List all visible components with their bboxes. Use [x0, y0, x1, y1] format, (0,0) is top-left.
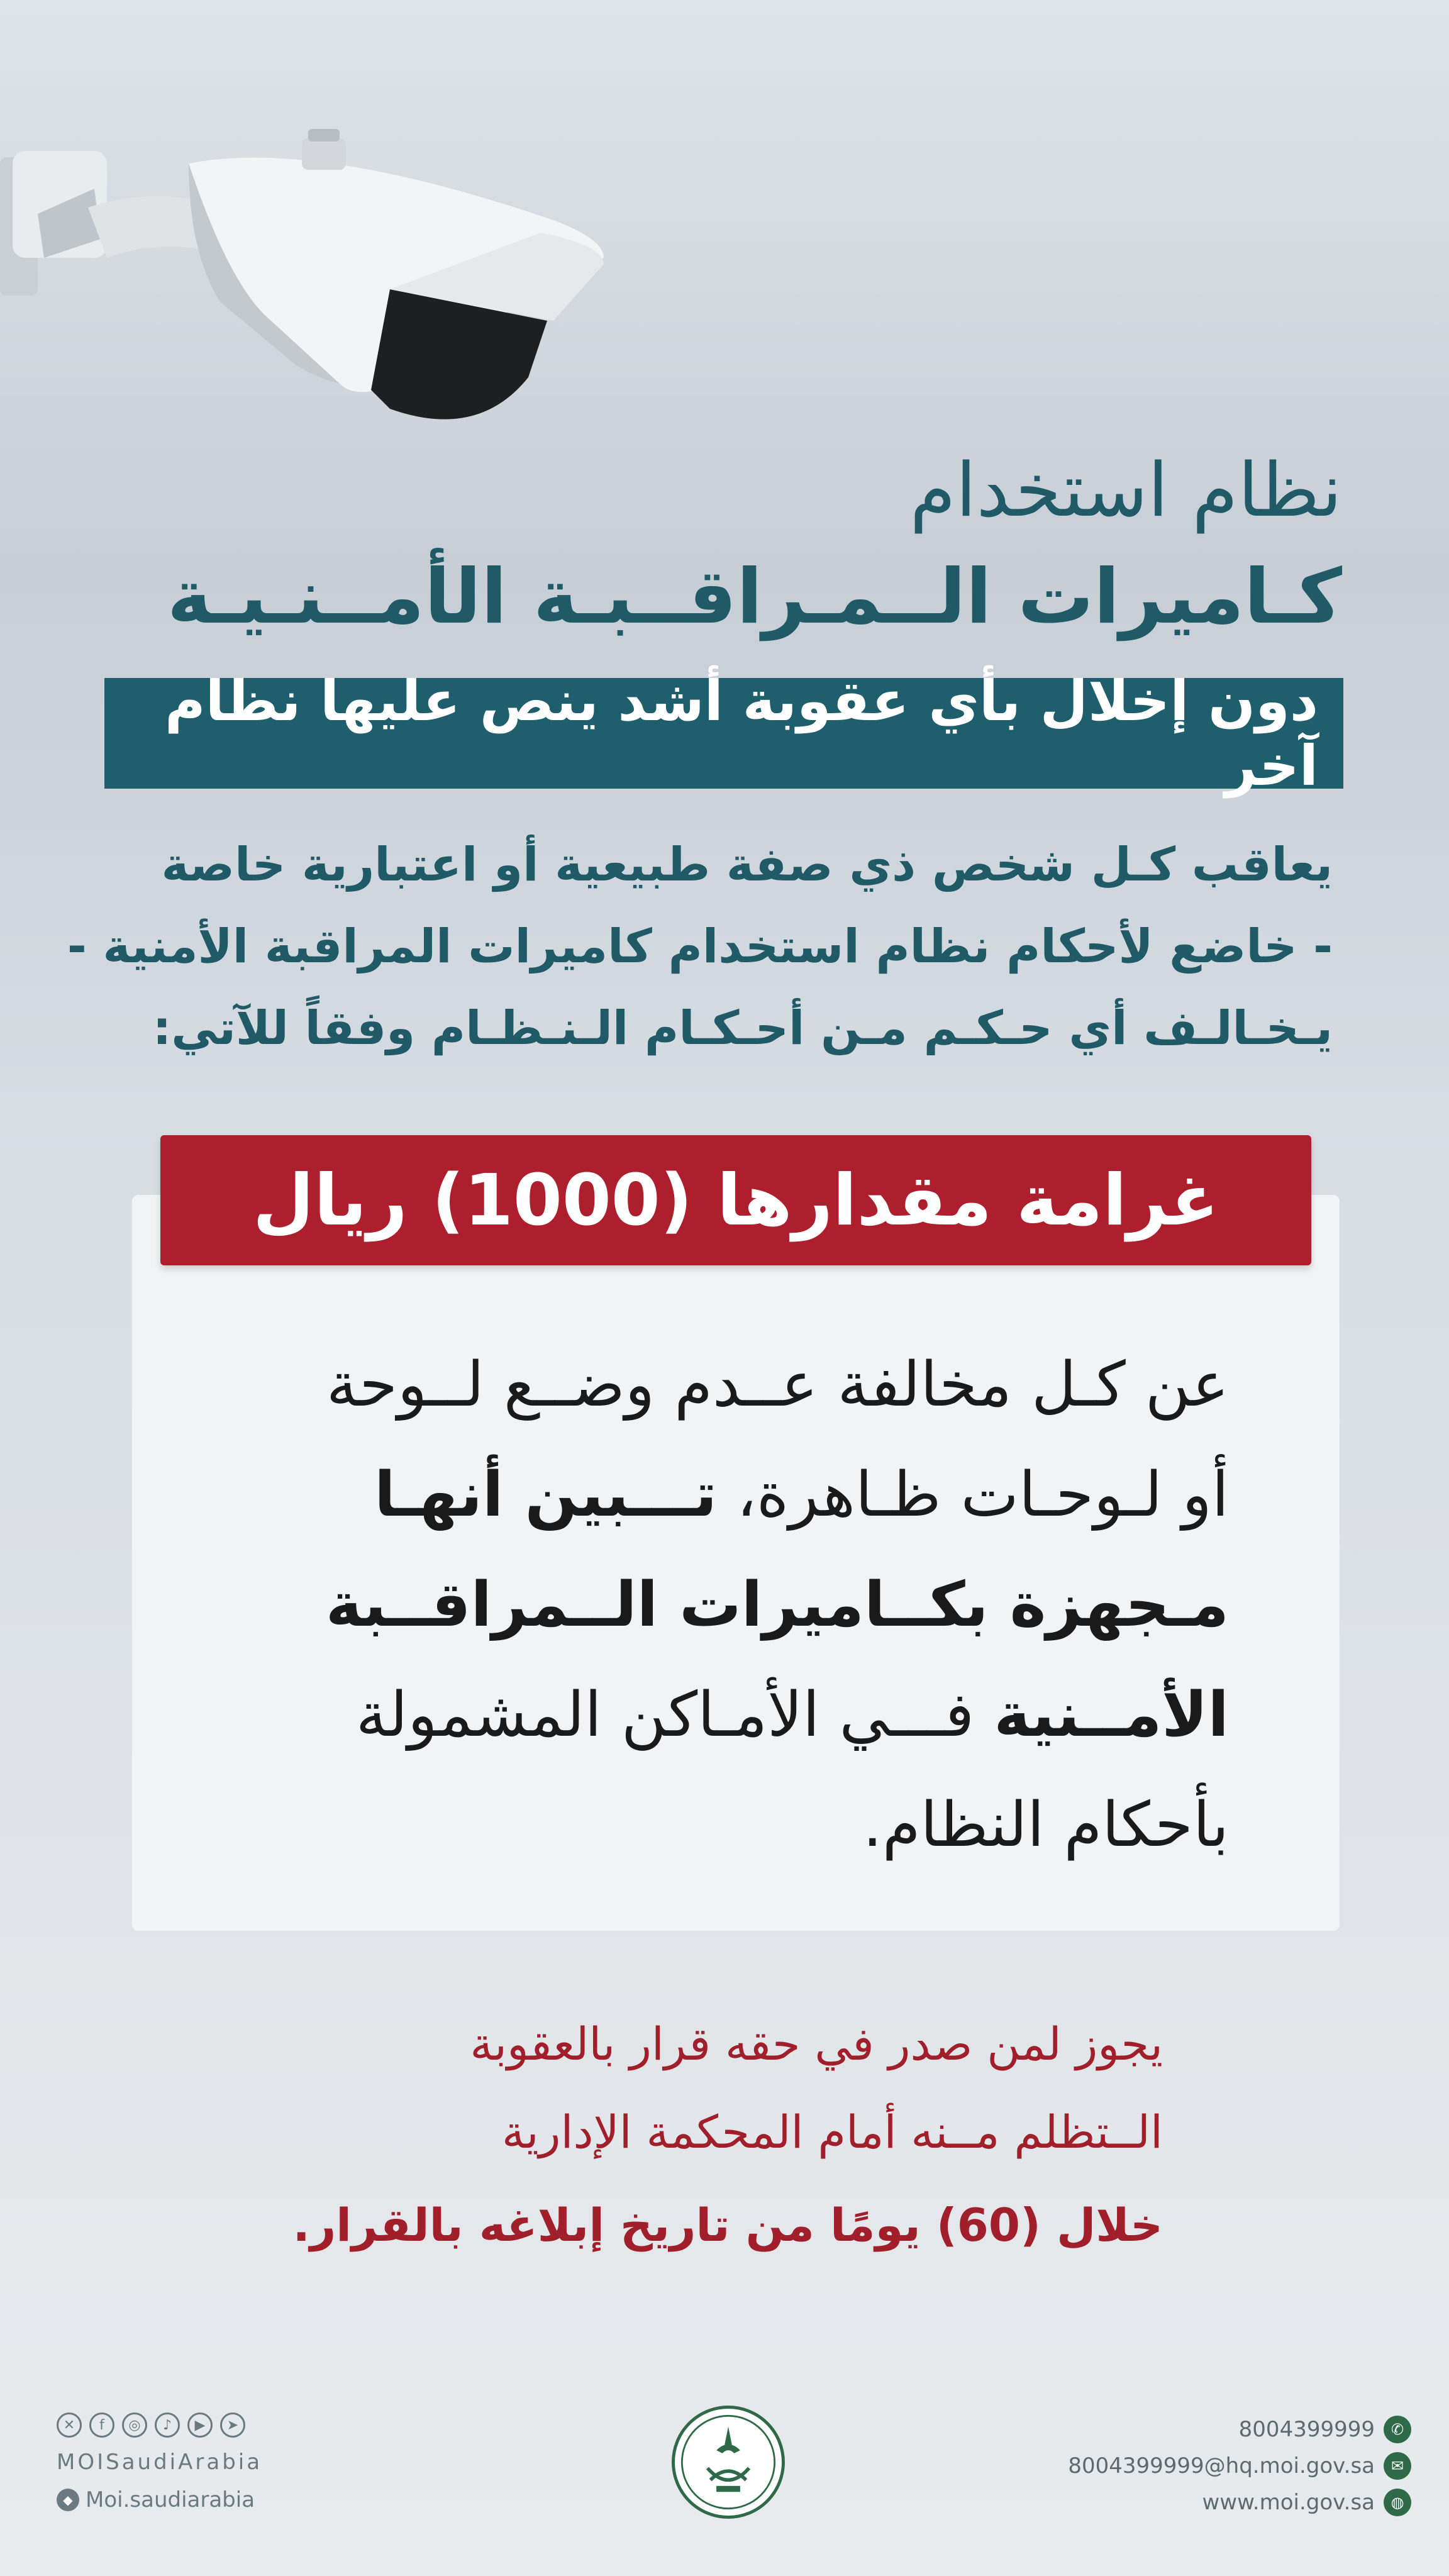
title-line-1: نظام استخدام	[909, 447, 1342, 533]
phone-icon: ✆	[1384, 2416, 1411, 2443]
tiktok-icon[interactable]: ♪	[155, 2412, 180, 2438]
snapchat-label: Moi.saudiarabia	[86, 2487, 255, 2512]
email-icon: ✉	[1384, 2452, 1411, 2480]
fine-description	[197, 1330, 1229, 1880]
fine-line: عن كـل مخالفة عــدم وضــع لــوحة	[326, 1349, 1229, 1421]
fine-line-bold: تـــبين أنهـا	[374, 1459, 718, 1531]
fine-line-normal: أو لـوحـات ظـاهرة،	[736, 1459, 1229, 1531]
security-camera-illustration	[0, 113, 629, 465]
social-icons	[57, 2412, 245, 2438]
fine-line: بأحكام النظام.	[862, 1789, 1229, 1861]
appeal-line: يجوز لمن صدر في حقه قرار بالعقوبة	[470, 2018, 1163, 2070]
x-icon[interactable]: ✕	[57, 2412, 82, 2438]
fine-banner: غرامة مقدارها (1000) ريال	[160, 1135, 1311, 1265]
facebook-icon[interactable]: f	[89, 2412, 114, 2438]
website-row[interactable]	[1068, 2484, 1411, 2521]
fine-line-bold: الأمــنية	[994, 1679, 1229, 1751]
fine-line	[197, 1660, 1229, 1770]
instagram-icon[interactable]: ◎	[122, 2412, 147, 2438]
website-url: www.moi.gov.sa	[1202, 2490, 1375, 2515]
telegram-icon[interactable]: ➤	[220, 2412, 245, 2438]
fine-line: مـجهزة بكــاميرات الــمراقــبة	[325, 1569, 1229, 1641]
social-handle[interactable]: MOISaudiArabia	[57, 2450, 263, 2475]
phone-number: 8004399999	[1238, 2417, 1375, 2442]
email-address: 8004399999@hq.moi.gov.sa	[1068, 2453, 1375, 2479]
intro-line: - خاضع لأحكام نظام استخدام كاميرات المراقبة الأمنية -	[67, 919, 1333, 974]
title-line-2: كـاميرات الــمـراقــبـة الأمــنـيـة	[167, 553, 1342, 641]
globe-icon: ◍	[1384, 2489, 1411, 2516]
appeal-notice	[293, 2000, 1163, 2269]
intro-line: يعاقب كـل شخص ذي صفة طبيعية أو اعتبارية خاصة	[161, 838, 1333, 892]
appeal-line: الــتظلم مــنه أمام المحكمة الإدارية	[502, 2106, 1163, 2158]
moi-emblem-logo	[672, 2406, 785, 2519]
appeal-line-bold: خلال (60) يومًا من تاريخ إبلاغه بالقرار.	[292, 2199, 1163, 2251]
contact-info	[1068, 2411, 1411, 2521]
intro-paragraph	[67, 824, 1333, 1069]
fine-line	[197, 1440, 1229, 1550]
intro-line: يـخـالـف أي حـكـم مـن أحـكـام الـنـظـام وفقاً للآتي:	[152, 1001, 1333, 1055]
phone-row[interactable]	[1068, 2411, 1411, 2448]
email-row[interactable]	[1068, 2448, 1411, 2484]
youtube-icon[interactable]: ▶	[187, 2412, 213, 2438]
snapchat-icon: ◆	[57, 2489, 79, 2511]
snapchat-handle[interactable]	[57, 2487, 255, 2512]
header-banner: دون إخلال بأي عقوبة أشد ينص عليها نظام آخر	[104, 678, 1343, 789]
fine-line-normal: فـــي الأمـاكن المشمولة	[355, 1679, 975, 1751]
